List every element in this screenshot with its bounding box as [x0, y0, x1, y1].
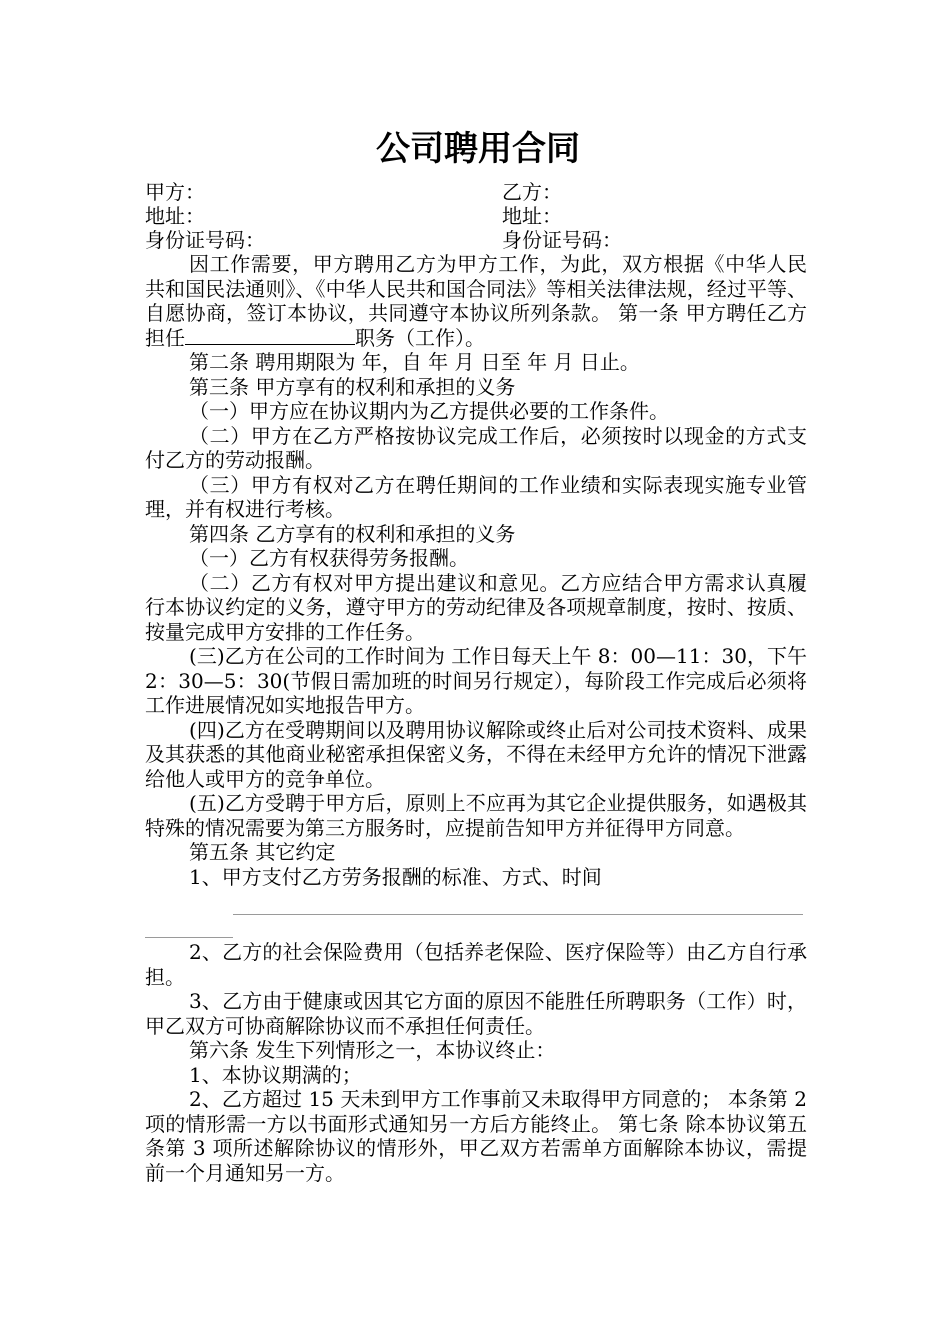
article-3-item-3: （三）甲方有权对乙方在聘任期间的工作业绩和实际表现实施专业管理，并有权进行考核。: [145, 472, 807, 521]
address-row: [145, 204, 807, 228]
intro-paragraph: [145, 252, 807, 350]
article-6-item-1: 1、本协议期满的；: [189, 1062, 362, 1087]
article-2: 第二条 聘用期限为 年，自 年 月 日至 年 月 日止。: [189, 350, 640, 374]
party-a-label: 甲方：: [145, 180, 205, 204]
article-5-item-1: 1、甲方支付乙方劳务报酬的标准、方式、时间: [189, 864, 602, 889]
party-b-label: 乙方：: [502, 180, 562, 204]
party-row: [145, 180, 807, 204]
article-4-item-3: (三)乙方在公司的工作时间为 工作日每天上午 8：00—11：30，下午 2：30—5：30(节假日需加班的时间另行规定），每阶段工作完成后必须将工作进展情况如实地报告甲方。: [145, 644, 807, 717]
fill-line-short: [145, 937, 233, 938]
article-4-item-2: （二）乙方有权对甲方提出建议和意见。乙方应结合甲方需求认真履行本协议约定的义务，遵守甲方的劳动纪律及各项规章制度，按时、按质、按量完成甲方安排的工作任务。: [145, 570, 807, 644]
article-6-item-2: 2、乙方超过 15 天未到甲方工作事前又未取得甲方同意的； 本条第 2 项的情形需一方以书面形式通知另一方后方能终止。 第七条 除本协议第五条第 3 项所述解除协议的情形外，甲乙双方若需单方面解除本协议，需提前一个月通知另一方。: [145, 1087, 807, 1185]
contract-title: 公司聘用合同: [376, 129, 580, 169]
address-a-label: 地址：: [145, 204, 205, 228]
article-5-item-3: 3、乙方由于健康或因其它方面的原因不能胜任所聘职务（工作）时，甲乙双方可协商解除协议而不承担任何责任。: [145, 989, 807, 1038]
fill-line-long: [233, 914, 803, 915]
id-b-label: 身份证号码：: [502, 228, 622, 252]
article-4-item-4: (四)乙方在受聘期间以及聘用协议解除或终止后对公司技术资料、成果及其获悉的其他商业秘密承担保密义务，不得在未经甲方允许的情况下泄露给他人或甲方的竞争单位。: [145, 717, 807, 791]
article-6-heading: 第六条 发生下列情形之一，本协议终止：: [189, 1038, 556, 1062]
article-4-item-1: （一）乙方有权获得劳务报酬。: [189, 546, 469, 570]
position-blank: [185, 326, 355, 345]
id-a-label: 身份证号码：: [145, 228, 265, 252]
article-3-item-1: （一）甲方应在协议期内为乙方提供必要的工作条件。: [189, 399, 669, 423]
article-4-heading: 第四条 乙方享有的权利和承担的义务: [189, 521, 516, 546]
article-3-item-2: （二）甲方在乙方严格按协议完成工作后，必须按时以现金的方式支付乙方的劳动报酬。: [145, 423, 807, 472]
article-3-heading: 第三条 甲方享有的权利和承担的义务: [189, 374, 516, 399]
article-4-item-5: (五)乙方受聘于甲方后，原则上不应再为其它企业提供服务，如遇极其特殊的情况需要为第三方服务时，应提前告知甲方并征得甲方同意。: [145, 791, 807, 840]
intro-text: 因工作需要，甲方聘用乙方为甲方工作，为此，双方根据《中华人民共和国民法通则》、《中华人民共和国合同法》等相关法律法规，经过平等、自愿协商，签订本协议，共同遵守本协议所列条款。 第一条 甲方聘任乙方担任: [145, 252, 807, 350]
contract-page: [145, 118, 807, 1185]
payment-fill-lines: [145, 889, 807, 926]
id-row: [145, 228, 807, 252]
address-b-label: 地址：: [502, 204, 562, 228]
article-5-item-2: 2、乙方的社会保险费用（包括养老保险、医疗保险等）由乙方自行承担。: [145, 940, 807, 989]
intro-tail-text: 职务（工作）。: [355, 325, 485, 350]
article-5-heading: 第五条 其它约定: [189, 840, 336, 864]
